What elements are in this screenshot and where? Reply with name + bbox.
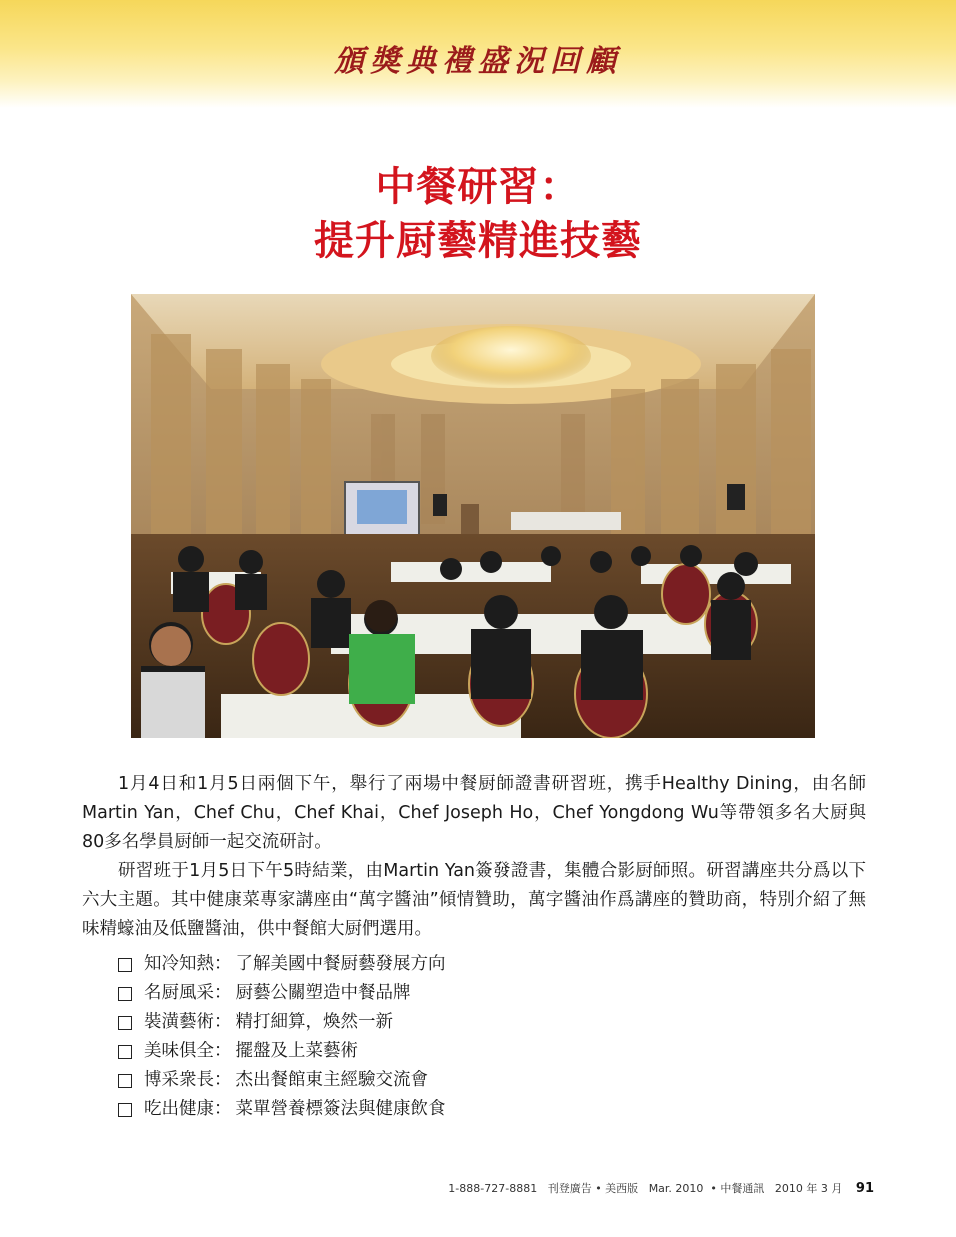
topic-item: 吃出健康 ： 菜單營養標簽法與健康飲食 bbox=[118, 1095, 866, 1124]
topic-desc: 了解美國中餐厨藝發展方向 bbox=[235, 954, 446, 974]
topic-name: 知冷知熱 bbox=[144, 954, 214, 974]
topic-item: 裝潢藝術 ： 精打細算，煥然一新 bbox=[118, 1008, 866, 1037]
checkbox-icon bbox=[118, 958, 132, 972]
topic-desc: 精打細算，煥然一新 bbox=[235, 1012, 393, 1032]
topic-name: 吃出健康 bbox=[144, 1099, 214, 1119]
checkbox-icon bbox=[118, 987, 132, 1001]
page-footer bbox=[448, 1180, 874, 1196]
section-title: 頒獎典禮盛況回顧 bbox=[334, 44, 622, 79]
footer-ad-text: 刊登廣告 • 美西版 bbox=[547, 1182, 639, 1195]
page-number: 91 bbox=[855, 1181, 874, 1196]
topic-item: 美味俱全 ： 擺盤及上菜藝術 bbox=[118, 1037, 866, 1066]
topic-item: 博采衆長 ： 杰出餐館東主經驗交流會 bbox=[118, 1066, 866, 1095]
topic-name: 名厨風采 bbox=[144, 983, 214, 1003]
seminar-photo-illustration bbox=[131, 294, 815, 738]
topic-desc: 菜單營養標簽法與健康飲食 bbox=[235, 1099, 446, 1119]
footer-date-cn: 2010 年 3 月 bbox=[774, 1182, 843, 1195]
topic-name: 美味俱全 bbox=[144, 1041, 214, 1061]
topic-name: 博采衆長 bbox=[144, 1070, 214, 1090]
topic-item: 知冷知熱 ： 了解美國中餐厨藝發展方向 bbox=[118, 950, 866, 979]
article-title-line1: 中餐研習： bbox=[375, 164, 581, 210]
checkbox-icon bbox=[118, 1045, 132, 1059]
checkbox-icon bbox=[118, 1016, 132, 1030]
topic-name: 裝潢藝術 bbox=[144, 1012, 214, 1032]
topic-item: 名厨風采 ： 厨藝公關塑造中餐品牌 bbox=[118, 979, 866, 1008]
topic-list bbox=[82, 950, 866, 1124]
article-title-line2: 提升厨藝精進技藝 bbox=[314, 218, 642, 264]
footer-publication: • 中餐通訊 bbox=[710, 1182, 765, 1195]
footer-phone: 1-888-727-8881 bbox=[448, 1182, 538, 1195]
article-paragraph-2: 研習班于1月5日下午5時結業，由Martin Yan簽發證書，集體合影厨師照。研習講座共分爲以下六大主題。其中健康菜專家講座由“萬字醬油”傾情贊助，萬字醬油作爲講座的贊助商，特別介紹了無味精蠔油及低鹽醬油，供中餐館大厨們選用。 bbox=[82, 861, 866, 939]
article-body bbox=[82, 770, 866, 1124]
footer-date-en: Mar. 2010 bbox=[648, 1182, 704, 1195]
checkbox-icon bbox=[118, 1074, 132, 1088]
article-paragraph-1: 1月4日和1月5日兩個下午，舉行了兩場中餐厨師證書研習班，携手Healthy Dining，由名師Martin Yan，Chef Chu，Chef Khai，Chef Joseph Ho，Chef Yongdong Wu等帶領多名大厨與80多名學員厨師一起交流研討。 bbox=[82, 774, 866, 852]
article-title bbox=[0, 160, 956, 268]
seminar-photo bbox=[131, 294, 815, 738]
topic-desc: 杰出餐館東主經驗交流會 bbox=[235, 1070, 428, 1090]
checkbox-icon bbox=[118, 1103, 132, 1117]
topic-desc: 擺盤及上菜藝術 bbox=[235, 1041, 358, 1061]
topic-desc: 厨藝公關塑造中餐品牌 bbox=[235, 983, 411, 1003]
